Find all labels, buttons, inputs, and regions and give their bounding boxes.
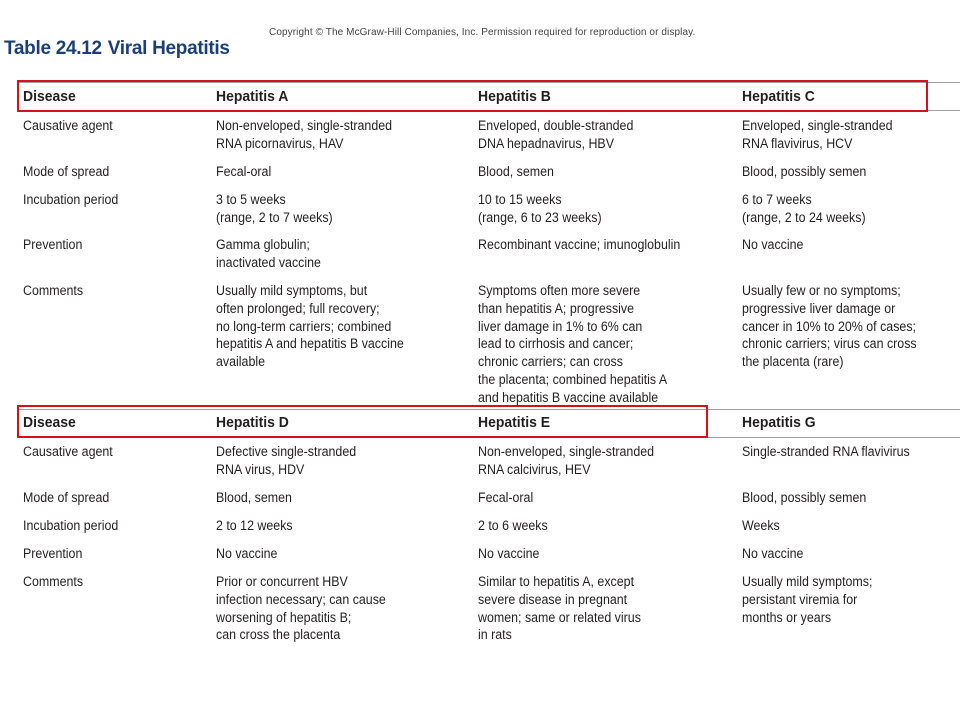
row-label: Causative agent <box>23 444 113 459</box>
table-cell: Usually mild symptoms; persistant viremia for months or years <box>742 574 873 625</box>
table-cell: 3 to 5 weeks (range, 2 to 7 weeks) <box>216 192 333 225</box>
table-cell: Prior or concurrent HBV infection necessary; can cause worsening of hepatitis B; can cross the placenta <box>216 574 386 643</box>
table-cell: Enveloped, double-stranded DNA hepadnavirus, HBV <box>478 118 634 151</box>
row-label: Comments <box>23 283 84 298</box>
table-cell: Usually mild symptoms, but often prolonged; full recovery; no long-term carriers; combined hepatitis A and hepatitis B vaccine available <box>216 283 404 370</box>
table-name: Viral Hepatitis <box>107 38 230 59</box>
header-hepatitis-c: Hepatitis C <box>742 88 815 105</box>
header-hepatitis-d: Hepatitis D <box>216 414 289 431</box>
header-hepatitis-e: Hepatitis E <box>478 414 551 431</box>
copyright-notice: Copyright © The McGraw-Hill Companies, Inc. Permission required for reproduction or display. <box>269 27 696 38</box>
header1-highlight-box <box>17 80 928 112</box>
table-cell: 10 to 15 weeks (range, 6 to 23 weeks) <box>478 192 602 225</box>
table-cell: No vaccine <box>742 237 804 252</box>
table-cell: Usually few or no symptoms; progressive liver damage or cancer in 10% to 20% of cases; chronic carriers; virus can cross the placenta (rare) <box>742 283 917 370</box>
table-cell: Blood, possibly semen <box>742 164 867 179</box>
row-label: Comments <box>23 574 84 589</box>
table-cell: Fecal-oral <box>216 164 272 179</box>
table-cell: Similar to hepatitis A, except severe disease in pregnant women; same or related virus in rats <box>478 574 641 643</box>
table-cell: Defective single-stranded RNA virus, HDV <box>216 444 357 477</box>
table-cell: No vaccine <box>216 546 278 561</box>
table-cell: Enveloped, single-stranded RNA flavivirus, HCV <box>742 118 893 151</box>
table-cell: Fecal-oral <box>478 490 534 505</box>
header-hepatitis-g: Hepatitis G <box>742 414 816 431</box>
row-label: Prevention <box>23 237 83 252</box>
row-label: Incubation period <box>23 192 119 207</box>
row-label: Mode of spread <box>23 490 110 505</box>
table-cell: No vaccine <box>478 546 540 561</box>
table-cell: Non-enveloped, single-stranded RNA picornavirus, HAV <box>216 118 393 151</box>
table-cell: 6 to 7 weeks (range, 2 to 24 weeks) <box>742 192 866 225</box>
table-cell: Recombinant vaccine; imunoglobulin <box>478 237 681 252</box>
table-cell: Single-stranded RNA flavivirus <box>742 444 910 459</box>
table-cell: Non-enveloped, single-stranded RNA calcivirus, HEV <box>478 444 655 477</box>
header-disease: Disease <box>23 88 76 105</box>
table-cell: No vaccine <box>742 546 804 561</box>
row-label: Prevention <box>23 546 83 561</box>
header-hepatitis-a: Hepatitis A <box>216 88 289 105</box>
header-disease: Disease <box>23 414 76 431</box>
table-cell: Weeks <box>742 518 780 533</box>
row-label: Incubation period <box>23 518 119 533</box>
table-cell: Blood, semen <box>478 164 554 179</box>
table-cell: 2 to 6 weeks <box>478 518 548 533</box>
table-cell: Symptoms often more severe than hepatitis A; progressive liver damage in 1% to 6% can lead to cirrhosis and cancer; chronic carriers; can cross the placenta; combined hepatitis A and hepatitis B vaccine available <box>478 283 668 405</box>
table-cell: Blood, possibly semen <box>742 490 867 505</box>
table-cell: 2 to 12 weeks <box>216 518 293 533</box>
header2-highlight-box <box>17 405 708 438</box>
header-hepatitis-b: Hepatitis B <box>478 88 551 105</box>
table-number: Table 24.12 <box>4 38 102 59</box>
table-cell: Gamma globulin; inactivated vaccine <box>216 237 321 270</box>
row-label: Causative agent <box>23 118 113 133</box>
table-title <box>4 38 230 60</box>
table-cell: Blood, semen <box>216 490 292 505</box>
row-label: Mode of spread <box>23 164 110 179</box>
